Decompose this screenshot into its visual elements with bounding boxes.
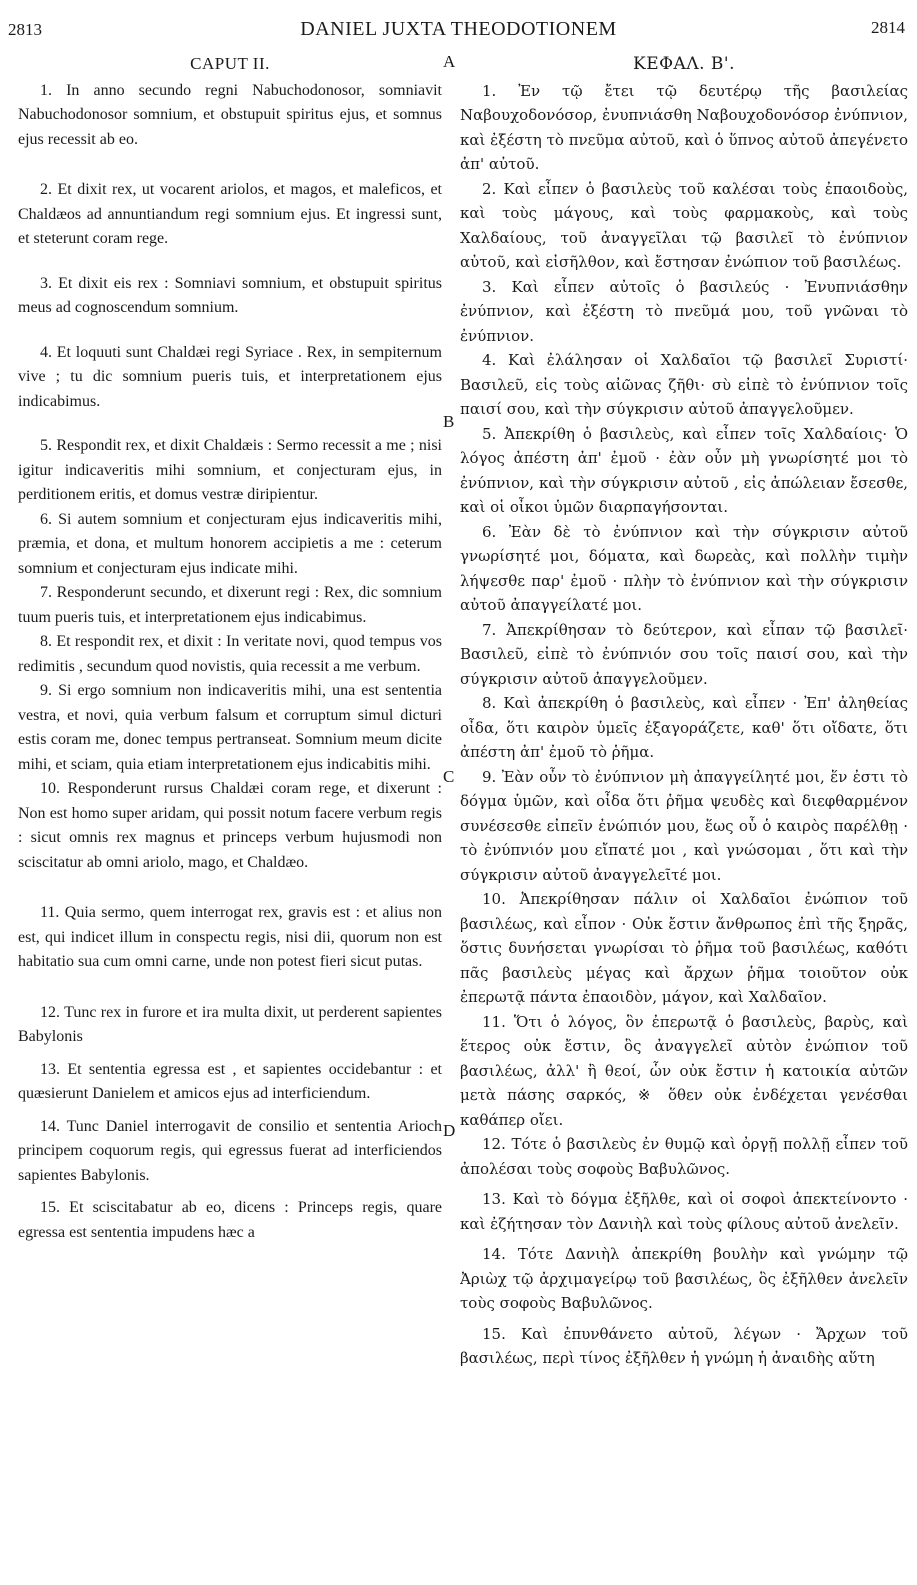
greek-chapter-heading: ΚΕΦΑΛ. Β'.	[633, 54, 735, 74]
greek-column	[460, 52, 908, 1371]
latin-verse-5: 5. Respondit rex, et dixit Chaldæis : Sermo recessit a me ; nisi igitur indicaveritis mihi somnium, et conjecturam ejus, in perditionem eritis, et domus vestræ diripientur.	[18, 437, 442, 503]
latin-verse-3: 3. Et dixit eis rex : Somniavi somnium, et obstupuit spiritus meus ad cognoscendum somnium.	[18, 274, 442, 316]
page-number-right: 2814	[871, 18, 905, 37]
latin-verse-2: 2. Et dixit rex, ut vocarent ariolos, et magos, et maleficos, et Chaldæos ad annuntiandum regi somnium ejus. Et ingressi sunt, et steterunt coram rege.	[18, 181, 442, 247]
latin-verse-7: 7. Responderunt secundo, et dixerunt regi : Rex, dic somnium tuum pueris tuis, et interpretationem ejus indicabimus.	[18, 584, 442, 626]
margin-letter-a: A	[443, 52, 456, 71]
latin-verse-13: 13. Et sententia egressa est , et sapientes occidebantur : et quæsierunt Danielem et amicos ejus ad interficiendum.	[18, 1060, 442, 1102]
latin-verse-15: 15. Et sciscitabatur ab eo, dicens : Princeps regis, quare egressa est sententia impudens hæc a	[18, 1199, 442, 1241]
greek-verse-10: 10. Ἀπεκρίθησαν πάλιν οἱ Χαλδαῖοι ἐνώπιον τοῦ βασιλέως, καὶ εἶπον · Οὐκ ἔστιν ἄνθρωπος ἐπὶ τῆς ξηρᾶς, ὅστις δυνήσεται γνωρίσαι τὸ ῥῆμα τοῦ βασιλέως, καθότι πᾶς βασιλεὺς μέγας καὶ ἄρχων ῥῆμα τοιοῦτον οὐκ ἐπερωτᾷ πάντα ἐπαοιδὸν, μάγον, καὶ Χαλδαῖον.	[460, 890, 908, 1006]
greek-verse-8: 8. Καὶ ἀπεκρίθη ὁ βασιλεὺς, καὶ εἶπεν · Ἐπ' ἀληθείας οἶδα, ὅτι καιρὸν ὑμεῖς ἐξαγοράζετε, καθ' ὅτι οἴδατε, ὅτι ἀπέστη ἀπ' ἐμοῦ τὸ ῥῆμα.	[460, 694, 908, 761]
latin-column	[18, 52, 442, 1245]
greek-verse-13: 13. Καὶ τὸ δόγμα ἐξῆλθε, καὶ οἱ σοφοὶ ἀπεκτείνοντο · καὶ ἐζήτησαν τὸν Δανιὴλ καὶ τοὺς φίλους αὐτοῦ ἀνελεῖν.	[460, 1190, 908, 1233]
greek-verse-14: 14. Τότε Δανιὴλ ἀπεκρίθη βουλὴν καὶ γνώμην τῷ Ἀριὼχ τῷ ἀρχιμαγείρῳ τοῦ βασιλέως, ὃς ἐξῆλθεν ἀνελεῖν τοὺς σοφοὺς Βαβυλῶνος.	[460, 1245, 908, 1312]
greek-verse-5: 5. Ἀπεκρίθη ὁ βασιλεὺς, καὶ εἶπεν τοῖς Χαλδαίοις· Ὁ λόγος ἀπέστη ἀπ' ἐμοῦ · ἐὰν οὖν μὴ γνωρίσητέ μοι τὸ ἐνύπνιον, καὶ τὴν σύγκρισιν αὐτοῦ , εἰς ἀπώλειαν ἔσεσθε, καὶ οἱ οἶκοι ὑμῶν διαρπαγήσονται.	[460, 424, 908, 516]
greek-verse-12: 12. Τότε ὁ βασιλεὺς ἐν θυμῷ καὶ ὀργῇ πολλῇ εἶπεν τοῦ ἀπολέσαι τοὺς σοφοὺς Βαβυλῶνος.	[460, 1135, 908, 1178]
latin-verse-1: 1. In anno secundo regni Nabuchodonosor, somniavit Nabuchodonosor somnium, et obstupuit spiritus ejus, et somnus ejus recessit ab eo.	[18, 81, 442, 148]
latin-verse-12: 12. Tunc rex in furore et ira multa dixit, ut perderent sapientes Babylonis	[18, 1003, 442, 1045]
running-title: DANIEL JUXTA THEODOTIONEM	[300, 18, 617, 40]
latin-verse-4: 4. Et loquuti sunt Chaldæi regi Syriace . Rex, in sempiternum vive ; tu dic somnium pueris tuis, et interpretationem ejus indicabimus.	[18, 343, 442, 410]
latin-verse-8: 8. Et respondit rex, et dixit : In veritate novi, quod tempus vos redimitis , secundum quod novistis, quia recessit a me verbum.	[18, 633, 442, 675]
greek-verse-1: 1. Ἐν τῷ ἔτει τῷ δευτέρῳ τῆς βασιλείας Ναβουχοδονόσορ, ἐνυπνιάσθη Ναβουχοδονόσορ ἐνύπνιον, καὶ ἐξέστη τὸ πνεῦμα αὐτοῦ, καὶ ὁ ὕπνος αὐτοῦ ἀπεγένετο ἀπ' αὐτοῦ.	[460, 81, 908, 173]
greek-verse-9: 9. Ἐὰν οὖν τὸ ἐνύπνιον μὴ ἀπαγγείλητέ μοι, ἕν ἐστι τὸ δόγμα ὑμῶν, καὶ οἶδα ὅτι ῥῆμα ψευδὲς καὶ διεφθαρμένον συνέσεσθε εἰπεῖν ἐνώπιόν μου, ἕως οὗ ὁ καιρὸς παρέλθῃ · τὸ ἐνύπνιόν μου εἴπατέ μοι , καὶ γνώσομαι , ὅτι καὶ τὴν σύγκρισιν αὐτοῦ ἀναγγελεῖτέ μοι.	[460, 767, 908, 884]
margin-letter-d: D	[443, 1121, 456, 1140]
latin-verse-6: 6. Si autem somnium et conjecturam ejus indicaveritis mihi, præmia, et dona, et multum honorem accipietis a me : ceterum somnium et conjecturam ejus indicate mihi.	[18, 510, 442, 577]
margin-letter-c: C	[443, 767, 455, 786]
greek-verse-6: 6. Ἐὰν δὲ τὸ ἐνύπνιον καὶ τὴν σύγκρισιν αὐτοῦ γνωρίσητέ μοι, δόματα, καὶ δωρεὰς, καὶ πολλὴν τιμὴν λήψεσθε παρ' ἐμοῦ · πλὴν τὸ ἐνύπνιον καὶ τὴν σύγκρισιν αὐτοῦ ἀπαγγείλατέ μοι.	[460, 522, 908, 614]
running-header	[0, 14, 917, 44]
latin-verse-10: 10. Responderunt rursus Chaldæi coram rege, et dixerunt : Non est homo super aridam, qui possit notum facere verbum regis : sicut omnis rex magnus et princeps verbum hujusmodi non sciscitatur ab omni ariolo, mago, et Chaldæo.	[18, 780, 442, 871]
greek-verse-4: 4. Καὶ ἐλάλησαν οἱ Χαλδαῖοι τῷ βασιλεῖ Συριστί· Βασιλεῦ, εἰς τοὺς αἰῶνας ζῆθι· σὺ εἰπὲ τὸ ἐνύπνιον τοῖς παισί σου, καὶ τὴν σύγκρισιν αὐτοῦ ἀπαγγελοῦμεν.	[460, 351, 908, 418]
greek-verse-11: 11. Ὅτι ὁ λόγος, ὃν ἐπερωτᾷ ὁ βασιλεὺς, βαρὺς, καὶ ἕτερος οὐκ ἔστιν, ὃς ἀναγγελεῖ αὐτὸν ἐνώπιον τοῦ βασιλέως, ἀλλ' ἢ θεοί, ὧν οὐκ ἔστιν ἡ κατοικία αὐτῶν μετὰ πάσης σαρκός, ※ ὅθεν οὐκ ἐνδέχεται γενέσθαι καθάπερ οἴει.	[460, 1012, 908, 1129]
latin-chapter-heading: CAPUT II.	[190, 54, 270, 73]
page-number-left: 2813	[8, 20, 42, 39]
margin-letter-b: B	[443, 412, 455, 431]
latin-verse-11: 11. Quia sermo, quem interrogat rex, gravis est : et alius non est, qui indicet illum in conspectu regis, nisi dii, quorum non est habitatio sua cum omni carne, unde non potest fieri sicut putas.	[18, 904, 442, 970]
greek-verse-15: 15. Καὶ ἐπυνθάνετο αὐτοῦ, λέγων · Ἄρχων τοῦ βασιλέως, περὶ τίνος ἐξῆλθεν ἡ γνώμη ἡ ἀναιδὴς αὕτη	[460, 1324, 908, 1367]
greek-verse-3: 3. Καὶ εἶπεν αὐτοῖς ὁ βασιλεύς · Ἐνυπνιάσθην ἐνύπνιον, καὶ ἐξέστη τὸ πνεῦμά μου, τοῦ γνῶναι τὸ ἐνύπνιον.	[460, 277, 908, 345]
latin-verse-14: 14. Tunc Daniel interrogavit de consilio et sententia Arioch principem coquorum regis, qui egressus fuerat ad interficiendos sapientes Babylonis.	[18, 1117, 442, 1184]
latin-verse-9: 9. Si ergo somnium non indicaveritis mihi, una est sententia vestra, et novi, quia verbum falsum et corruptum simul dicturi estis coram me, donec tempus pertranseat. Somnium meum dicite mihi, et sciam, quia etiam interpretationem ejus indicabitis mihi.	[18, 682, 442, 773]
greek-verse-2: 2. Καὶ εἶπεν ὁ βασιλεὺς τοῦ καλέσαι τοὺς ἐπαοιδοὺς, καὶ τοὺς μάγους, καὶ τοὺς φαρμακοὺς, καὶ τοὺς Χαλδαίους, τοῦ ἀναγγεῖλαι τῷ βασιλεῖ τὸ ἐνύπνιον αὐτοῦ, καὶ εἰσῆλθον, καὶ ἔστησαν ἐνώπιον τοῦ βασιλέως.	[460, 179, 908, 271]
greek-verse-7: 7. Ἀπεκρίθησαν τὸ δεύτερον, καὶ εἶπαν τῷ βασιλεῖ· Βασιλεῦ, εἰπὲ τὸ ἐνύπνιόν σου τοῖς παισί σου, καὶ τὴν σύγκρισιν αὐτοῦ ἀπαγγελοῦμεν.	[460, 620, 908, 688]
